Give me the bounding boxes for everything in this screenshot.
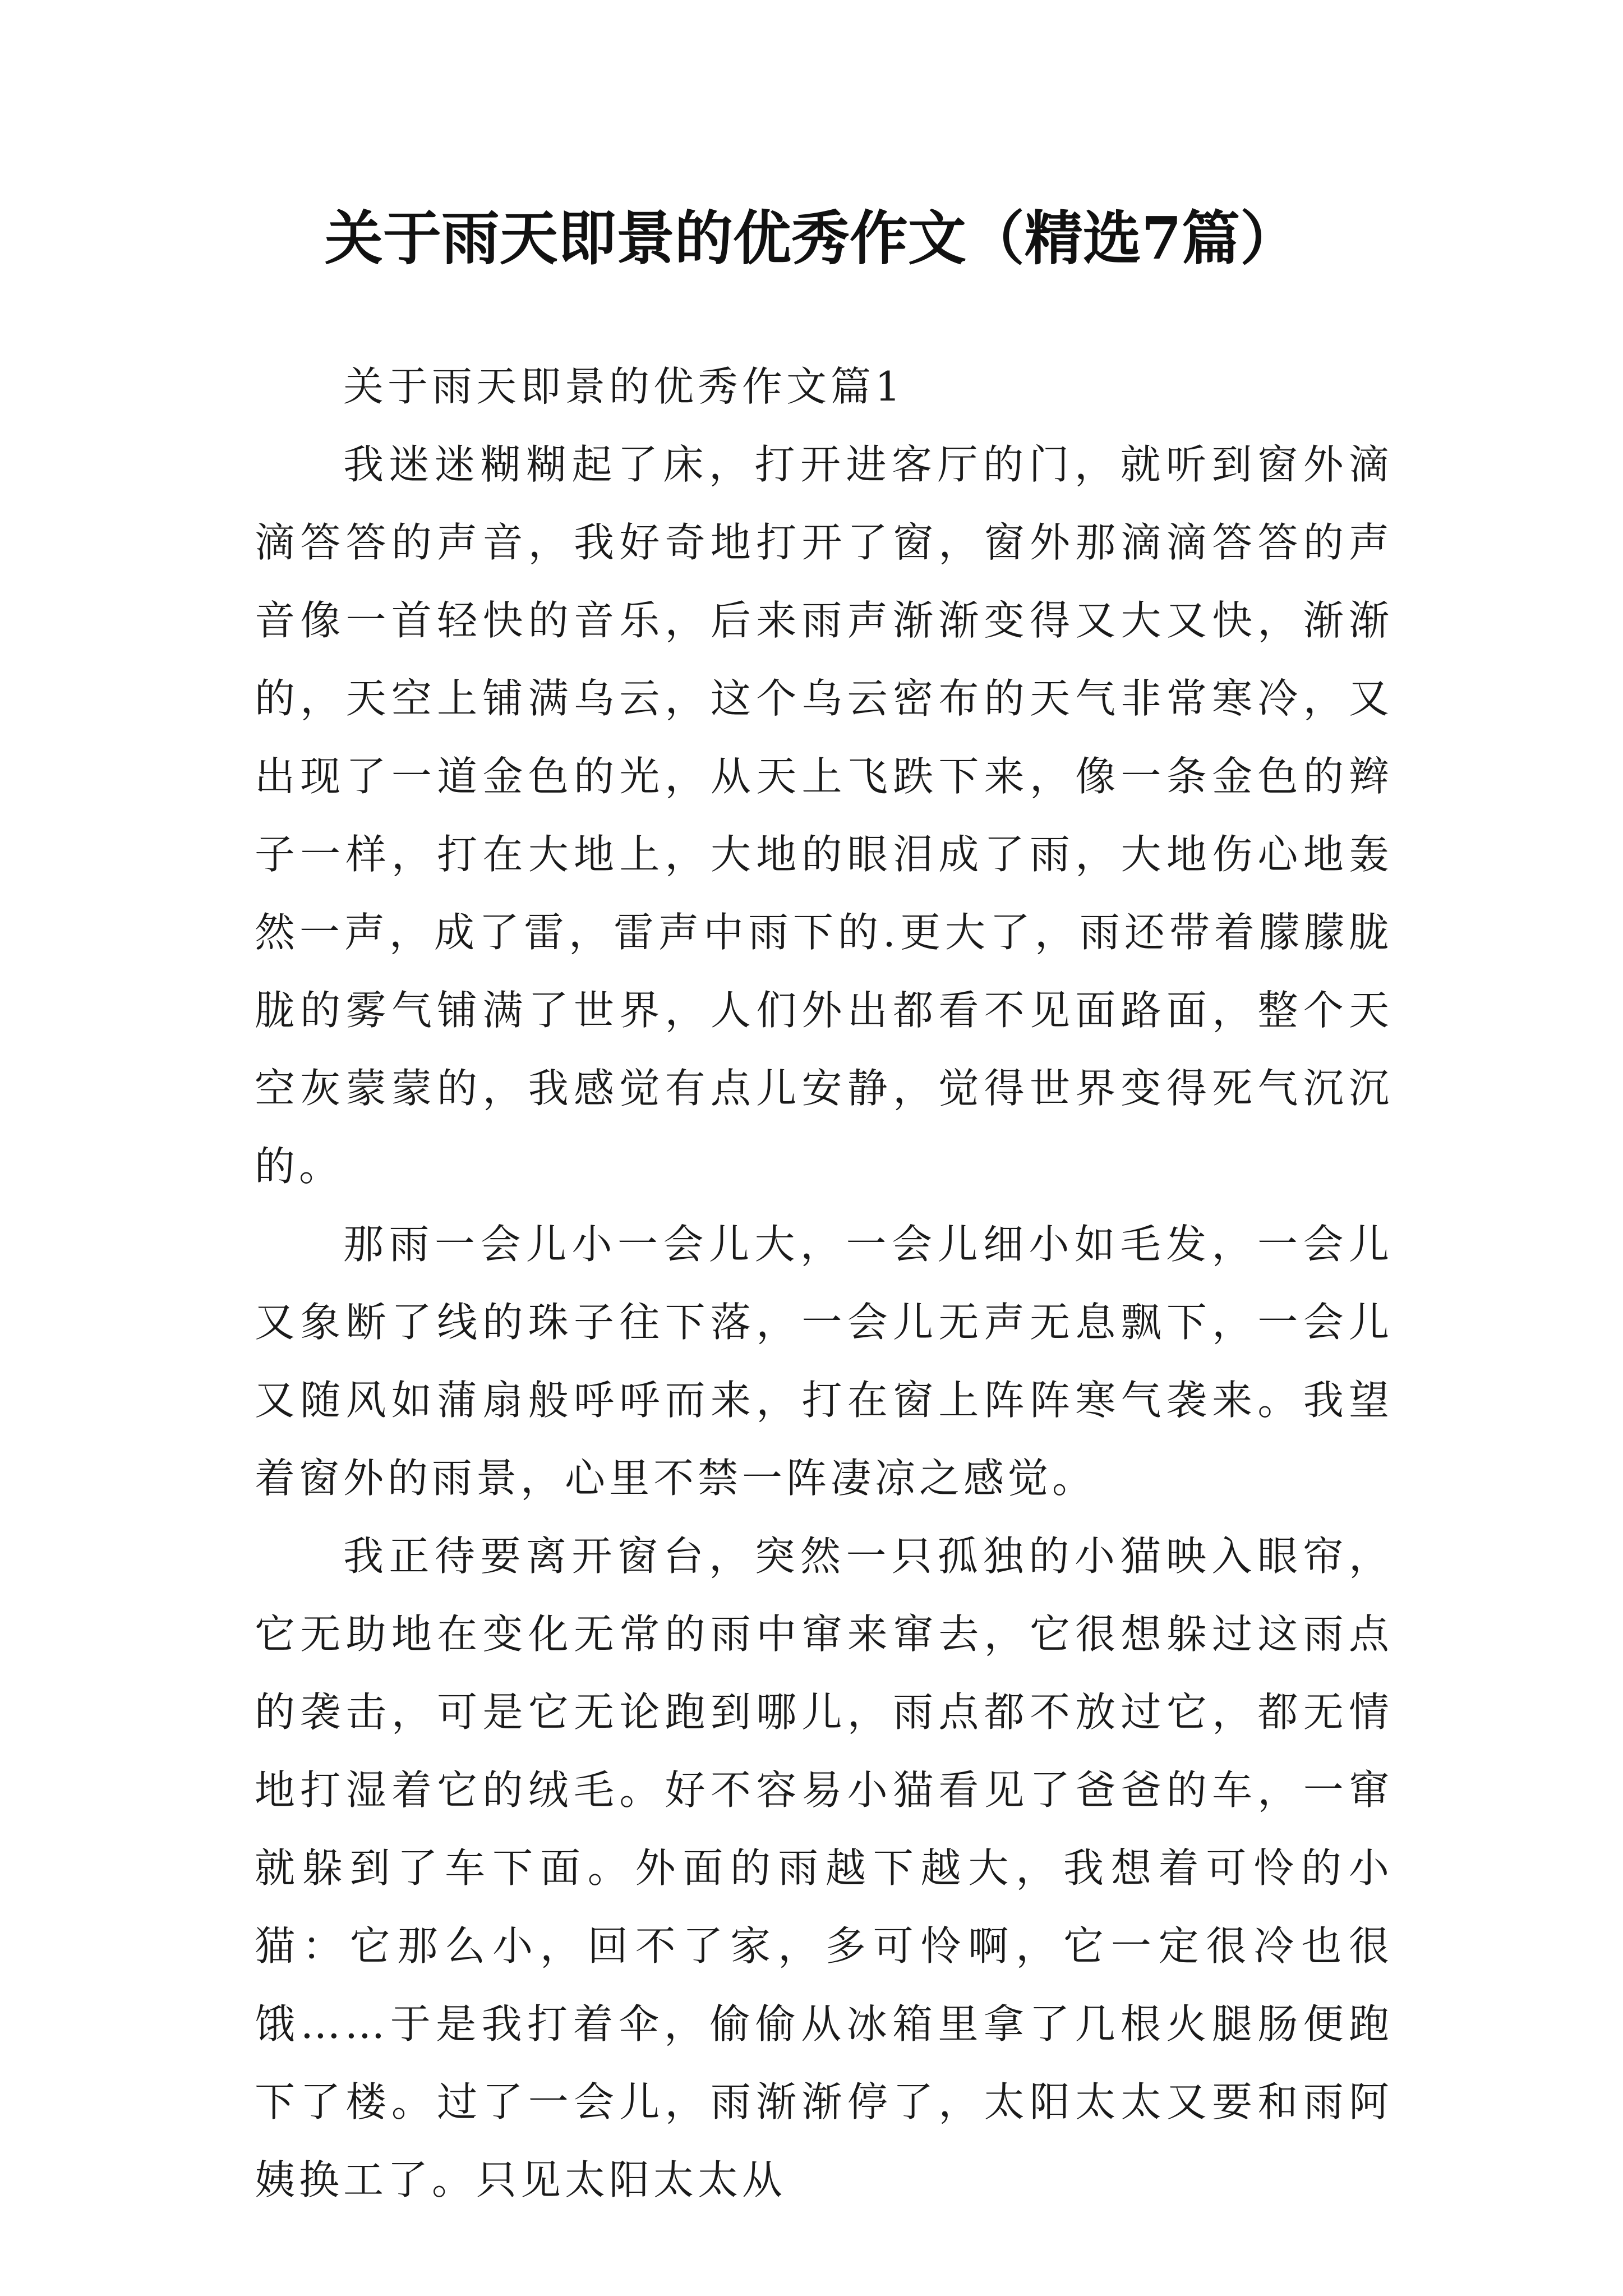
paragraph: 我迷迷糊糊起了床，打开进客厅的门，就听到窗外滴滴答答的声音，我好奇地打开了窗，窗外那滴滴答答的声音像一首轻快的音乐，后来雨声渐渐变得又大又快，渐渐的，天空上铺满乌云，这个乌云密布的天气非常寒冷，又出现了一道金色的光，从天上飞跌下来，像一条金色的辫子一样，打在大地上，大地的眼泪成了雨，大地伤心地轰然一声，成了雷，雷声中雨下的.更大了，雨还带着朦朦胧胧的雾气铺满了世界，人们外出都看不见面路面，整个天空灰蒙蒙的，我感觉有点儿安静，觉得世界变得死气沉沉的。 xyxy=(255,441,1393,1190)
paragraph: 那雨一会儿小一会儿大，一会儿细小如毛发，一会儿又象断了线的珠子往下落，一会儿无声无息飘下，一会儿又随风如蒲扇般呼呼而来，打在窗上阵阵寒气袭来。我望着窗外的雨景，心里不禁一阵凄凉之感觉。 xyxy=(255,1221,1393,1502)
document-title: 关于雨天即景的优秀作文（精选7篇） xyxy=(324,204,1299,273)
paragraph: 我正待要离开窗台，突然一只孤独的小猫映入眼帘，它无助地在变化无常的雨中窜来窜去，它很想躲过这雨点的袭击，可是它无论跑到哪儿，雨点都不放过它，都无情地打湿着它的绒毛。好不容易小猫看见了爸爸的车，一窜就躲到了车下面。外面的雨越下越大，我想着可怜的小猫：它那么小，回不了家，多可怜啊，它一定很冷也很饿……于是我打着伞，偷偷从冰箱里拿了几根火腿肠便跑下了楼。过了一会儿，雨渐渐停了，太阳太太又要和雨阿姨换工了。只见太阳太太从 xyxy=(255,1533,1393,2203)
section-heading: 关于雨天即景的优秀作文篇1 xyxy=(343,363,905,410)
document-body xyxy=(255,348,1393,2219)
